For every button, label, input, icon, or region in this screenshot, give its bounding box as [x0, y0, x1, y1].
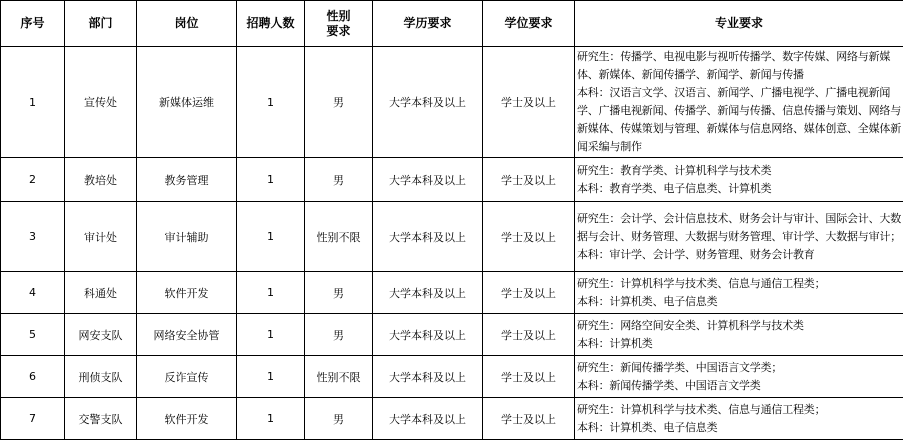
cell-count: 1	[237, 158, 305, 202]
header-gender-line2: 要求	[305, 24, 372, 39]
cell-degree: 学士及以上	[483, 158, 575, 202]
cell-post: 新媒体运维	[137, 47, 237, 158]
cell-edu: 大学本科及以上	[373, 356, 483, 398]
header-major: 专业要求	[575, 1, 903, 47]
major-undergraduate: 本科：计算机类	[577, 335, 901, 353]
cell-gender: 男	[305, 158, 373, 202]
cell-post: 网络安全协管	[137, 314, 237, 356]
cell-gender: 性别不限	[305, 356, 373, 398]
cell-major	[575, 272, 903, 314]
cell-edu: 大学本科及以上	[373, 398, 483, 440]
cell-dept: 刑侦支队	[65, 356, 137, 398]
table-row	[1, 158, 903, 202]
cell-gender: 男	[305, 314, 373, 356]
cell-major	[575, 314, 903, 356]
major-graduate: 研究生：新闻传播学类、中国语言文学类；	[577, 359, 901, 377]
major-graduate: 研究生：计算机科学与技术类、信息与通信工程类；	[577, 401, 901, 419]
cell-edu: 大学本科及以上	[373, 272, 483, 314]
cell-dept: 网安支队	[65, 314, 137, 356]
header-gender-line1: 性别	[305, 9, 372, 24]
cell-gender: 男	[305, 47, 373, 158]
cell-count: 1	[237, 398, 305, 440]
cell-count: 1	[237, 356, 305, 398]
major-graduate: 研究生：教育学类、计算机科学与技术类	[577, 162, 901, 180]
major-undergraduate: 本科：计算机类、电子信息类	[577, 293, 901, 311]
cell-post: 软件开发	[137, 272, 237, 314]
cell-seq: 6	[1, 356, 65, 398]
table-row	[1, 47, 903, 158]
cell-seq: 4	[1, 272, 65, 314]
header-seq: 序号	[1, 1, 65, 47]
major-undergraduate: 本科：审计学、会计学、财务管理、财务会计教育	[577, 246, 901, 264]
table-row	[1, 356, 903, 398]
cell-count: 1	[237, 314, 305, 356]
cell-edu: 大学本科及以上	[373, 202, 483, 272]
cell-edu: 大学本科及以上	[373, 47, 483, 158]
cell-seq: 2	[1, 158, 65, 202]
cell-gender: 性别不限	[305, 202, 373, 272]
cell-major	[575, 398, 903, 440]
major-graduate: 研究生：传播学、电视电影与视听传播学、数字传媒、网络与新媒体、新媒体、新闻传播学、新闻学、新闻与传播	[577, 48, 901, 84]
table-row	[1, 272, 903, 314]
header-row	[1, 1, 903, 47]
cell-seq: 5	[1, 314, 65, 356]
cell-dept: 交警支队	[65, 398, 137, 440]
major-undergraduate: 本科：汉语言文学、汉语言、新闻学、广播电视学、广播电视新闻学、广播电视新闻、传播学、新闻与传播、信息传播与策划、网络与新媒体、传媒策划与管理、新媒体与信息网络、媒体创意、全媒体新闻采编与制作	[577, 84, 901, 156]
cell-major	[575, 356, 903, 398]
cell-major	[575, 202, 903, 272]
major-undergraduate: 本科：计算机类、电子信息类	[577, 419, 901, 437]
cell-seq: 7	[1, 398, 65, 440]
cell-degree: 学士及以上	[483, 314, 575, 356]
cell-post: 教务管理	[137, 158, 237, 202]
cell-post: 审计辅助	[137, 202, 237, 272]
cell-seq: 3	[1, 202, 65, 272]
cell-edu: 大学本科及以上	[373, 314, 483, 356]
header-dept: 部门	[65, 1, 137, 47]
cell-degree: 学士及以上	[483, 202, 575, 272]
cell-dept: 审计处	[65, 202, 137, 272]
major-graduate: 研究生：计算机科学与技术类、信息与通信工程类；	[577, 275, 901, 293]
major-graduate: 研究生：会计学、会计信息技术、财务会计与审计、国际会计、大数据与会计、财务管理、大数据与财务管理、审计学、大数据与审计；	[577, 210, 901, 246]
cell-post: 反诈宣传	[137, 356, 237, 398]
table-row	[1, 398, 903, 440]
cell-count: 1	[237, 272, 305, 314]
header-edu: 学历要求	[373, 1, 483, 47]
cell-seq: 1	[1, 47, 65, 158]
cell-gender: 男	[305, 398, 373, 440]
cell-dept: 教培处	[65, 158, 137, 202]
major-undergraduate: 本科：新闻传播学类、中国语言文学类	[577, 377, 901, 395]
major-undergraduate: 本科：教育学类、电子信息类、计算机类	[577, 180, 901, 198]
cell-count: 1	[237, 47, 305, 158]
cell-edu: 大学本科及以上	[373, 158, 483, 202]
cell-major	[575, 47, 903, 158]
cell-degree: 学士及以上	[483, 47, 575, 158]
cell-dept: 科通处	[65, 272, 137, 314]
header-count: 招聘人数	[237, 1, 305, 47]
cell-degree: 学士及以上	[483, 398, 575, 440]
cell-degree: 学士及以上	[483, 356, 575, 398]
header-gender	[305, 1, 373, 47]
cell-major	[575, 158, 903, 202]
major-graduate: 研究生：网络空间安全类、计算机科学与技术类	[577, 317, 901, 335]
cell-post: 软件开发	[137, 398, 237, 440]
header-post: 岗位	[137, 1, 237, 47]
table-row	[1, 314, 903, 356]
cell-degree: 学士及以上	[483, 272, 575, 314]
header-degree: 学位要求	[483, 1, 575, 47]
table-row	[1, 202, 903, 272]
cell-gender: 男	[305, 272, 373, 314]
cell-count: 1	[237, 202, 305, 272]
cell-dept: 宣传处	[65, 47, 137, 158]
